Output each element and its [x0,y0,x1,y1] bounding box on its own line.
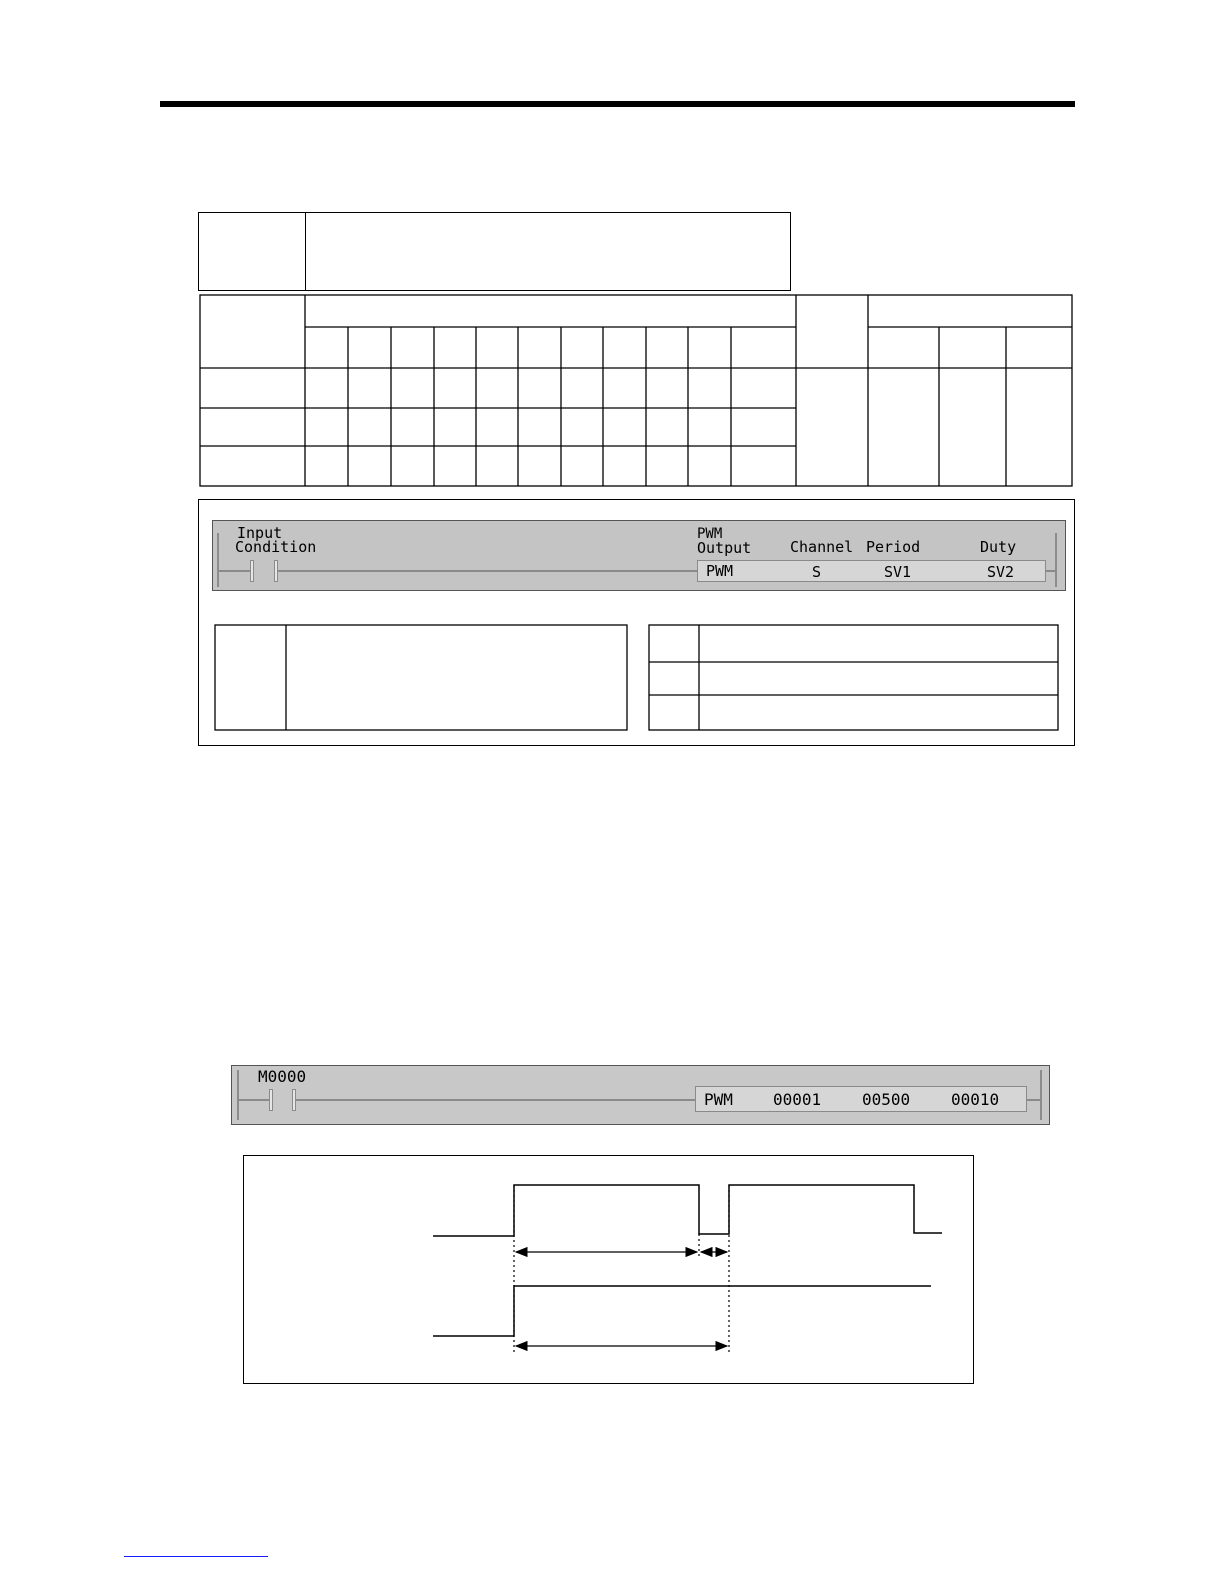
contact-left-wire [219,570,251,572]
example-contact-left-bar [269,1089,273,1111]
right-power-rail [1055,533,1057,587]
example-period-value: 00500 [862,1090,911,1109]
example-pwm-instruction-name: PWM [704,1090,733,1109]
example-channel-value: 00001 [773,1090,822,1109]
contact-left-bar [250,560,254,582]
example-right-power-rail [1040,1070,1042,1120]
example-pwm-instruction-box [695,1086,1027,1112]
pwm-instruction-name: PWM [706,562,734,580]
duty-operand: SV2 [987,563,1015,581]
ladder-format-panel [212,520,1066,591]
duty-label: Duty [980,538,1017,556]
pwm-output-label-line2: Output [697,539,752,557]
example-contact-left-wire [239,1099,270,1101]
footer-link-underline [124,1556,268,1557]
pwm-output-label-line1: PWM [697,526,723,542]
input-condition-waveform [433,1286,931,1336]
channel-operand: S [812,563,822,581]
ladder-example-panel [231,1065,1050,1125]
input-condition-label-line2: Condition [235,538,317,556]
operand-area-table [199,294,1074,488]
contact-to-instruction-wire [278,570,698,572]
period-operand: SV1 [884,563,912,581]
instruction-to-rail-wire [1046,570,1056,572]
example-contact-to-instruction-wire [296,1099,696,1101]
period-label: Period [866,538,921,556]
example-duty-value: 00010 [951,1090,1000,1109]
example-contact-address: M0000 [258,1067,307,1086]
pwm-output-waveform [433,1185,942,1236]
page-top-rule [160,101,1075,107]
input-condition-label-line1: Input [237,524,283,542]
timing-diagram [243,1155,974,1384]
left-power-rail [217,533,219,587]
pwm-instruction-box [697,560,1046,582]
example-instruction-to-rail-wire [1027,1099,1040,1101]
example-left-power-rail [237,1070,239,1120]
instruction-title-box [198,212,791,291]
channel-label: Channel [790,538,854,556]
instruction-title-divider [305,213,306,290]
operand-description-tables [214,624,1062,732]
